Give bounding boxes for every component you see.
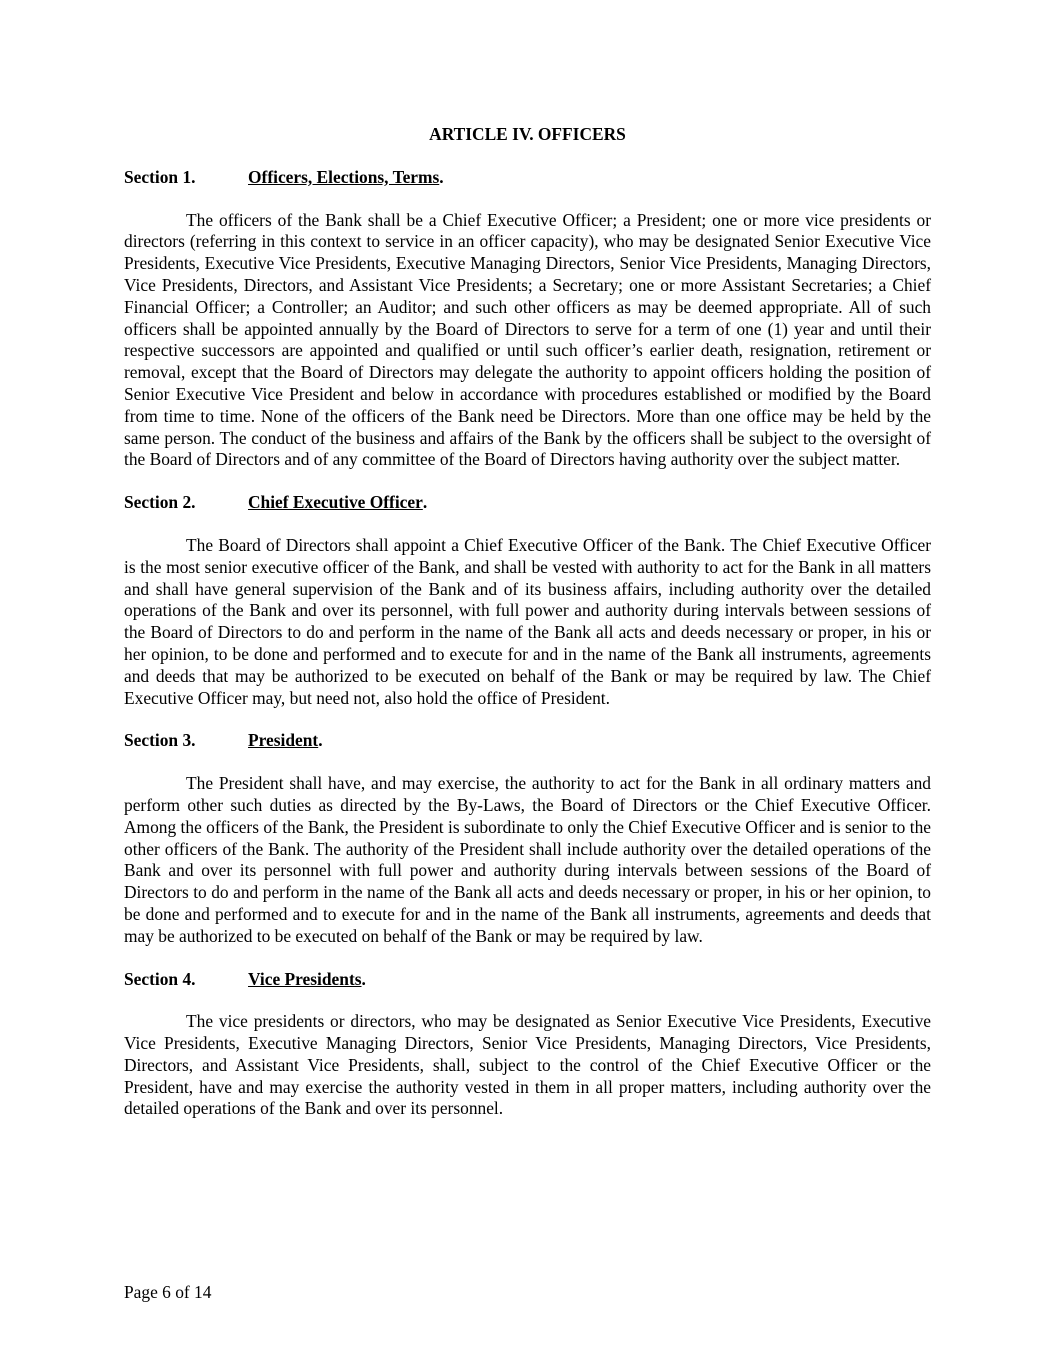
section-title-period: . (439, 166, 444, 187)
section-heading (124, 969, 931, 991)
section-number: Section 3. (124, 730, 196, 751)
section-1 (124, 167, 931, 471)
section-body: The vice presidents or directors, who may be designated as Senior Executive Vice Presidents, Executive Vice Presidents, Executive Managing Directors, Senior Vice Presidents, Managing Directors, Vice Presidents, Directors, and Assistant Vice Presidents, shall, subject to the control of the Chief Executive Officer or the President, have and may exercise the authority vested in them in all proper matters, including authority over the detailed operations of the Bank and over its personnel. (124, 1011, 931, 1119)
section-heading (124, 730, 931, 752)
article-title: ARTICLE IV. OFFICERS (429, 124, 626, 144)
section-title: President (248, 730, 319, 751)
section-title: Officers, Elections, Terms (248, 166, 440, 187)
section-body: The Board of Directors shall appoint a Chief Executive Officer of the Bank. The Chief Executive Officer is the most senior executive officer of the Bank, and shall be vested with authority to act for the Bank in all matters and shall have general supervision of the Bank and of its business affairs, including authority over the detailed operations of the Bank and over its personnel, with full power and authority during intervals between sessions of the Board of Directors to do and perform in the name of the Bank all acts and deeds necessary or proper, in his or her opinion, to be done and performed and to execute for and in the name of the Bank all instruments, agreements and deeds that may be authorized to be executed on behalf of the Bank or may be required by law. The Chief Executive Officer may, but need not, also hold the office of President. (124, 534, 931, 708)
section-number: Section 2. (124, 492, 196, 513)
section-heading (124, 492, 931, 514)
document-page (124, 124, 931, 1141)
section-4 (124, 969, 931, 1121)
section-2 (124, 492, 931, 709)
section-body: The officers of the Bank shall be a Chief Executive Officer; a President; one or more vice presidents or directors (referring in this context to service in an officer capacity), who may be designated Senior Executive Vice Presidents, Executive Vice Presidents, Executive Managing Directors, Senior Vice Presidents, Managing Directors, Vice Presidents, Directors, and Assistant Vice Presidents; a Secretary; one or more Assistant Secretaries; a Chief Financial Officer; a Controller; an Auditor; and such other officers as may be deemed appropriate. All of such officers shall be appointed annually by the Board of Directors to serve for a term of one (1) year and until their respective successors are appointed and qualified or until such officer’s earlier death, resignation, retirement or removal, except that the Board of Directors may delegate the authority to appoint officers holding the position of Senior Executive Vice President and below in accordance with procedures established or modified by the Board from time to time. None of the officers of the Bank need be Directors. More than one office may be held by the same person. The conduct of the business and affairs of the Bank by the officers shall be subject to the oversight of the Board of Directors and of any committee of the Board of Directors having authority over the subject matter. (124, 209, 931, 470)
section-3 (124, 730, 931, 947)
section-title-period: . (422, 492, 428, 513)
section-heading (124, 167, 931, 189)
section-number: Section 1. (124, 166, 196, 187)
section-title: Vice Presidents (248, 968, 362, 989)
section-title-period: . (318, 730, 323, 751)
section-body: The President shall have, and may exercise, the authority to act for the Bank in all ordinary matters and perform other such duties as directed by the By-Laws, the Board of Directors or the Chief Executive Officer. Among the officers of the Bank, the President is subordinate to only the Chief Executive Officer and is senior to the other officers of the Bank. The authority of the President shall include authority over the detailed operations of the Bank and over its personnel with full power and authority during intervals between sessions of the Board of Directors to do and perform in the name of the Bank all acts and deeds necessary or proper, in his or her opinion, to be done and performed and to execute for and in the name of the Bank all instruments, agreements and deeds that may be authorized to be executed on behalf of the Bank or may be required by law. (124, 773, 931, 946)
section-title: Chief Executive Officer (248, 492, 423, 513)
section-title-period: . (361, 968, 366, 989)
section-number: Section 4. (124, 968, 196, 989)
page-number: Page 6 of 14 (124, 1282, 212, 1302)
